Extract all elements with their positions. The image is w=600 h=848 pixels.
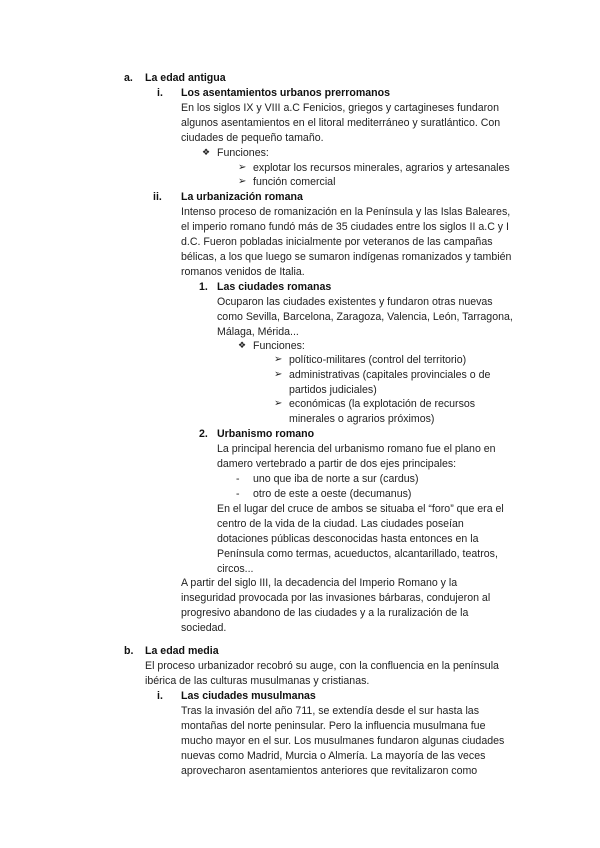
paragraph-line: progresivo abandono de las ciudades y a la ruralización de la — [181, 607, 469, 619]
arrow-bullet-icon: ➢ — [238, 176, 247, 187]
arrow-bullet-icon: ➢ — [238, 162, 247, 173]
list-item-continuation: minerales o agrarios próximos) — [289, 413, 435, 425]
section-a-i-title: Los asentamientos urbanos prerromanos — [181, 87, 390, 99]
item-1-marker: 1. — [199, 281, 208, 293]
paragraph-line: En el lugar del cruce de ambos se situaba el “foro” que era el — [217, 503, 504, 515]
paragraph-line: bélicas, a los que luego se sumaron indígenas romanizados y también — [181, 251, 512, 263]
paragraph-line: En los siglos IX y VIII a.C Fenicios, griegos y cartagineses fundaron — [181, 102, 499, 114]
paragraph-line: montañas del norte peninsular. Pero la influencia musulmana fue — [181, 720, 486, 732]
list-item: político-militares (control del territorio) — [289, 354, 467, 366]
funciones-label: Funciones: — [253, 340, 305, 352]
section-a-title: La edad antigua — [145, 72, 226, 84]
dash-bullet-icon: - — [236, 488, 240, 500]
paragraph-line: mucho mayor en el sur. Los musulmanes fundaron algunas ciudades — [181, 735, 505, 747]
section-a-i-marker: i. — [157, 87, 163, 99]
paragraph-line: como Sevilla, Barcelona, Zaragoza, Valencia, León, Tarragona, — [217, 311, 513, 323]
paragraph-line: nuevas como Madrid, Murcia o Almería. La mayoría de las veces — [181, 750, 486, 762]
paragraph-line: aprovecharon asentamientos anteriores que revitalizaron como — [181, 765, 478, 777]
list-item-continuation: partidos judiciales) — [289, 384, 377, 396]
paragraph-line: dotaciones públicas desconocidas hasta entonces en la — [217, 533, 479, 545]
item-1-title: Las ciudades romanas — [217, 281, 332, 293]
paragraph-line: circos... — [217, 563, 254, 575]
list-item: administrativas (capitales provinciales o de — [289, 369, 491, 381]
arrow-bullet-icon: ➢ — [274, 369, 283, 380]
arrow-bullet-icon: ➢ — [274, 398, 283, 409]
paragraph-line: La principal herencia del urbanismo romano fue el plano en — [217, 443, 496, 455]
section-b-i-title: Las ciudades musulmanas — [181, 690, 316, 702]
paragraph-line: sociedad. — [181, 622, 227, 634]
diamond-bullet-icon: ❖ — [202, 148, 211, 158]
paragraph-line: Tras la invasión del año 711, se extendía desde el sur hasta las — [181, 705, 479, 717]
arrow-bullet-icon: ➢ — [274, 354, 283, 365]
section-a-ii-marker: ii. — [153, 191, 162, 203]
paragraph-line: ciudades de pequeño tamaño. — [181, 132, 324, 144]
paragraph-line: el imperio romano fundó más de 35 ciudades entre los siglos II a.C y I — [181, 221, 509, 233]
item-2-title: Urbanismo romano — [217, 428, 315, 440]
paragraph-line: centro de la vida de la ciudad. Las ciudades poseían — [217, 518, 464, 530]
paragraph-line: El proceso urbanizador recobró su auge, con la confluencia en la península — [145, 660, 499, 672]
paragraph-line: Ocuparon las ciudades existentes y fundaron otras nuevas — [217, 296, 493, 308]
list-item: explotar los recursos minerales, agrarios y artesanales — [253, 162, 510, 174]
section-b-title: La edad media — [145, 645, 219, 657]
funciones-label: Funciones: — [217, 147, 269, 159]
list-item: función comercial — [253, 176, 336, 188]
list-item: otro de este a oeste (decumanus) — [253, 488, 412, 500]
list-item: económicas (la explotación de recursos — [289, 398, 476, 410]
item-2-marker: 2. — [199, 428, 208, 440]
paragraph-line: Málaga, Mérida... — [217, 326, 299, 338]
dash-bullet-icon: - — [236, 473, 240, 485]
paragraph-line: inseguridad provocada por las invasiones bárbaras, condujeron al — [181, 592, 491, 604]
diamond-bullet-icon: ❖ — [238, 341, 247, 351]
paragraph-line: romanos venidos de Italia. — [181, 266, 305, 278]
list-item: uno que iba de norte a sur (cardus) — [253, 473, 419, 485]
section-a-ii-title: La urbanización romana — [181, 191, 303, 203]
paragraph-line: damero vertebrado a partir de dos ejes principales: — [217, 458, 457, 470]
paragraph-line: Intenso proceso de romanización en la Península y las Islas Baleares, — [181, 206, 511, 218]
paragraph-line: d.C. Fueron pobladas inicialmente por veteranos de las campañas — [181, 236, 493, 248]
paragraph-line: A partir del siglo III, la decadencia del Imperio Romano y la — [181, 577, 458, 589]
section-b-marker: b. — [124, 645, 134, 657]
paragraph-line: algunos asentamientos en el litoral mediterráneo y suratlántico. Con — [181, 117, 501, 129]
paragraph-line: Península como termas, acueductos, alcantarillado, teatros, — [217, 548, 498, 560]
paragraph-line: ibérica de las culturas musulmanas y cristianas. — [145, 675, 370, 687]
section-a-marker: a. — [124, 72, 133, 84]
section-b-i-marker: i. — [157, 690, 163, 702]
